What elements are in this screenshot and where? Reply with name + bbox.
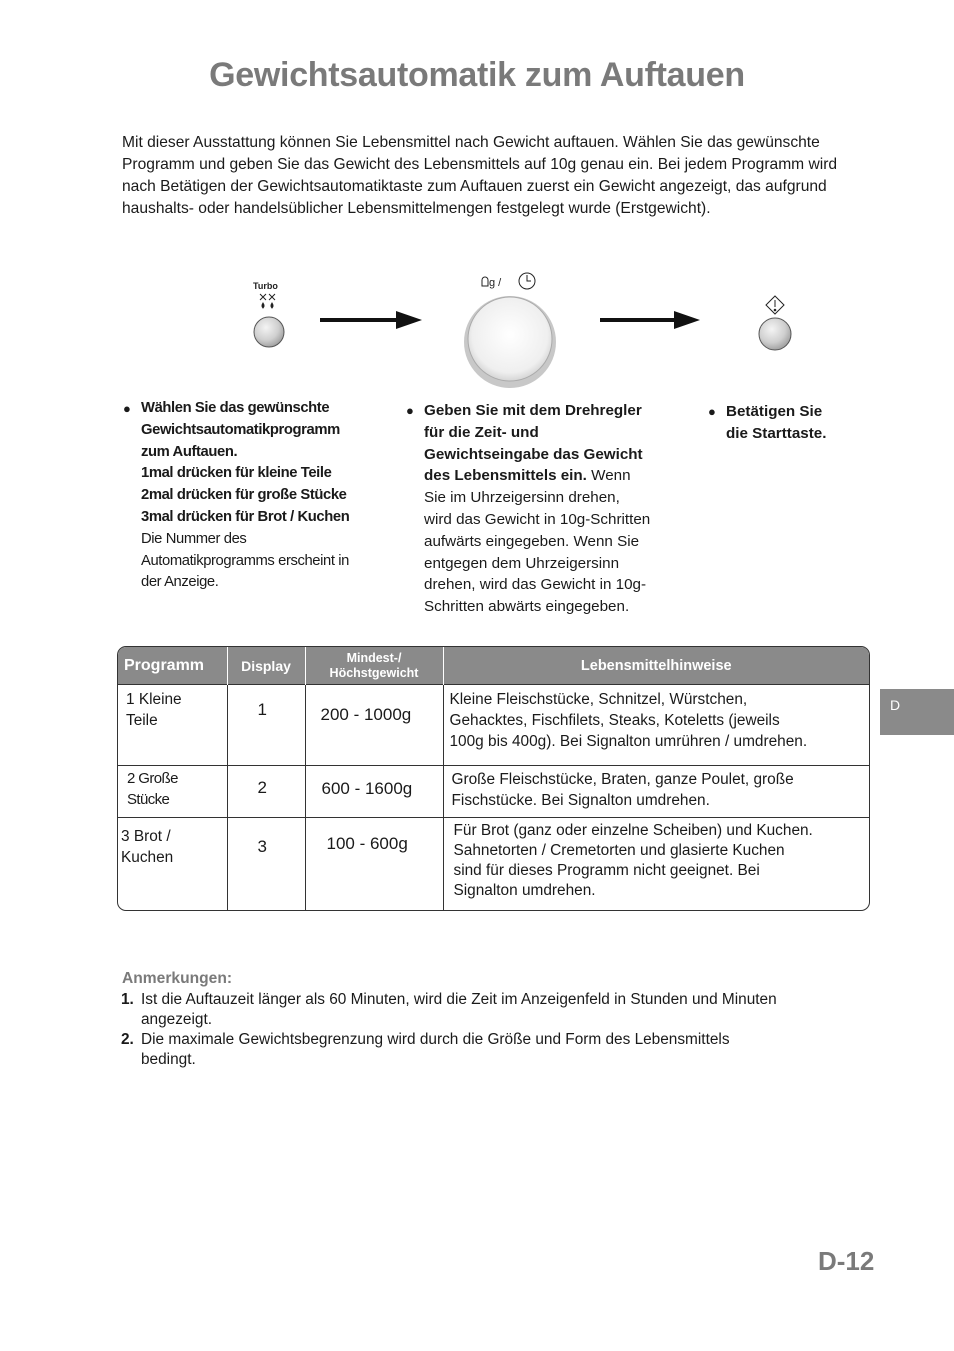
step2-text-line: aufwärts eingegeben. Wenn Sie <box>424 532 640 550</box>
hint-line: sind für dieses Programm nicht geeignet. Bei <box>453 862 760 879</box>
step1-text-line: Automatikprogramms erscheint in <box>141 552 349 569</box>
program-name-line: 3 Brot / <box>121 828 171 845</box>
header-display: Display <box>227 647 305 685</box>
step1-text-line: Die Nummer des <box>141 530 247 547</box>
hint-line: Signalton umdrehen. <box>453 882 596 899</box>
cell-display: 3 <box>227 818 305 911</box>
cell-display: 1 <box>227 685 305 766</box>
turbo-label: Turbo <box>253 281 278 291</box>
note-line: bedingt. <box>141 1051 196 1068</box>
cell-hints <box>443 685 869 766</box>
note-line: Ist die Auftauzeit länger als 60 Minuten, wird die Zeit im Anzeigenfeld in Stunden und Minuten <box>141 991 777 1008</box>
program-name-line: 1 Kleine <box>126 691 182 708</box>
turbo-defrost-button[interactable] <box>254 317 284 347</box>
hint-line: Kleine Fleischstücke, Schnitzel, Würstchen, <box>449 691 748 708</box>
arrow-right-icon <box>320 311 422 329</box>
bullet: ● <box>406 403 414 418</box>
hint-line: Sahnetorten / Cremetorten und glasierte Kuchen <box>453 842 785 859</box>
weight-icon <box>482 277 488 286</box>
step1-text-line: der Anzeige. <box>141 574 219 591</box>
hint-line: Gehacktes, Fischfilets, Steaks, Koteletts (jeweils <box>449 712 780 729</box>
language-tab-label: D <box>890 697 901 713</box>
step2-text-line: Schritten abwärts eingegeben. <box>424 598 630 616</box>
cell-program <box>118 766 227 818</box>
step2-bold-line: für die Zeit- und <box>424 423 539 441</box>
step1-bold-line: 3mal drücken für Brot / Kuchen <box>141 508 350 525</box>
step1-bold-line: 1mal drücken für kleine Teile <box>141 465 332 482</box>
table-row <box>118 685 869 766</box>
step-enter-weight <box>406 400 694 618</box>
step2-text-line: Sie im Uhrzeigersinn drehen, <box>424 489 620 507</box>
note-item <box>121 1030 871 1070</box>
program-name-line: Teile <box>126 712 158 729</box>
header-weight-line2: Höchstgewicht <box>329 665 419 680</box>
header-programm: Programm <box>118 647 227 685</box>
note-line: angezeigt. <box>141 1011 213 1028</box>
step-press-start <box>708 401 876 445</box>
page-title: Gewichtsautomatik zum Auftauen <box>209 56 745 94</box>
step2-text-line: entgegen dem Uhrzeigersinn <box>424 554 620 572</box>
dial-label: g / <box>489 277 502 289</box>
bullet: ● <box>708 404 716 419</box>
program-name-line: Stücke <box>127 791 170 808</box>
hint-line: Große Fleischstücke, Braten, ganze Poulet, große <box>451 771 794 788</box>
step2-text-line: drehen, wird das Gewicht in 10g- <box>424 576 647 594</box>
note-number: 1. <box>121 991 134 1008</box>
start-icon <box>766 296 784 314</box>
bullet: ● <box>123 401 131 416</box>
cell-hints <box>443 766 869 818</box>
procedure-diagram <box>0 0 954 400</box>
program-table <box>117 646 870 911</box>
notes-heading: Anmerkungen: <box>122 970 233 987</box>
header-weight-line1: Mindest-/ <box>346 650 402 665</box>
step3-bold-line: die Starttaste. <box>726 424 827 442</box>
step1-bold-line: 2mal drücken für große Stücke <box>141 487 347 504</box>
cell-weight: 100 - 600g <box>305 818 443 911</box>
cell-weight: 600 - 1600g <box>305 766 443 818</box>
turbo-defrost-icon <box>260 294 275 308</box>
header-weight <box>305 647 443 685</box>
intro-paragraph: Mit dieser Ausstattung können Sie Lebensmittel nach Gewicht auftauen. Wählen Sie das gewünschte Programm und geben Sie das Gewicht des Lebensmittels auf 10g genau ein. Bei jedem Programm wird nach Betätigen der Gewichtsautomatiktaste zum Auftauen zuerst ein Gewicht angezeigt, das aufgrund haushalts- oder handelsüblicher Lebensmittelmengen festgelegt wurde (Erstgewicht). <box>122 134 838 217</box>
hint-line: 100g bis 400g). Bei Signalton umrühren / umdrehen. <box>449 733 808 750</box>
time-weight-dial[interactable] <box>468 297 552 381</box>
step3-bold-line: Betätigen Sie <box>726 403 823 420</box>
program-name-line: Kuchen <box>121 849 174 866</box>
step2-bold-line: Gewichtseingabe das Gewicht <box>424 445 643 463</box>
step2-bold-line: des Lebensmittels ein. <box>424 467 587 485</box>
hint-line: Für Brot (ganz oder einzelne Scheiben) und Kuchen. <box>453 822 813 839</box>
cell-display: 2 <box>227 766 305 818</box>
step2-text-line: Wenn <box>591 467 631 485</box>
cell-program <box>118 818 227 911</box>
table-row <box>118 818 869 911</box>
arrow-right-icon <box>600 311 700 329</box>
table-row <box>118 766 869 818</box>
step1-bold-line: Gewichtsautomatikprogramm <box>141 421 340 438</box>
hint-line: Fischstücke. Bei Signalton umdrehen. <box>451 792 710 809</box>
step1-bold-line: zum Auftauen. <box>141 443 238 460</box>
step2-text-line: wird das Gewicht in 10g-Schritten <box>424 510 651 528</box>
language-tab <box>880 689 954 735</box>
cell-hints <box>443 818 869 911</box>
page-number: D-12 <box>818 1246 875 1276</box>
note-line: Die maximale Gewichtsbegrenzung wird durch die Größe und Form des Lebensmittels <box>141 1031 730 1048</box>
step2-bold-line: Geben Sie mit dem Drehregler <box>424 402 642 419</box>
cell-weight: 200 - 1000g <box>305 685 443 766</box>
start-button[interactable] <box>759 318 791 350</box>
step1-bold-line: Wählen Sie das gewünschte <box>141 400 330 416</box>
cell-program <box>118 685 227 766</box>
header-hints: Lebensmittelhinweise <box>443 647 869 685</box>
note-item <box>121 990 871 1030</box>
note-number: 2. <box>121 1031 134 1048</box>
program-name-line: 2 Große <box>127 770 178 787</box>
clock-icon <box>519 273 535 289</box>
step-select-program <box>123 398 391 594</box>
